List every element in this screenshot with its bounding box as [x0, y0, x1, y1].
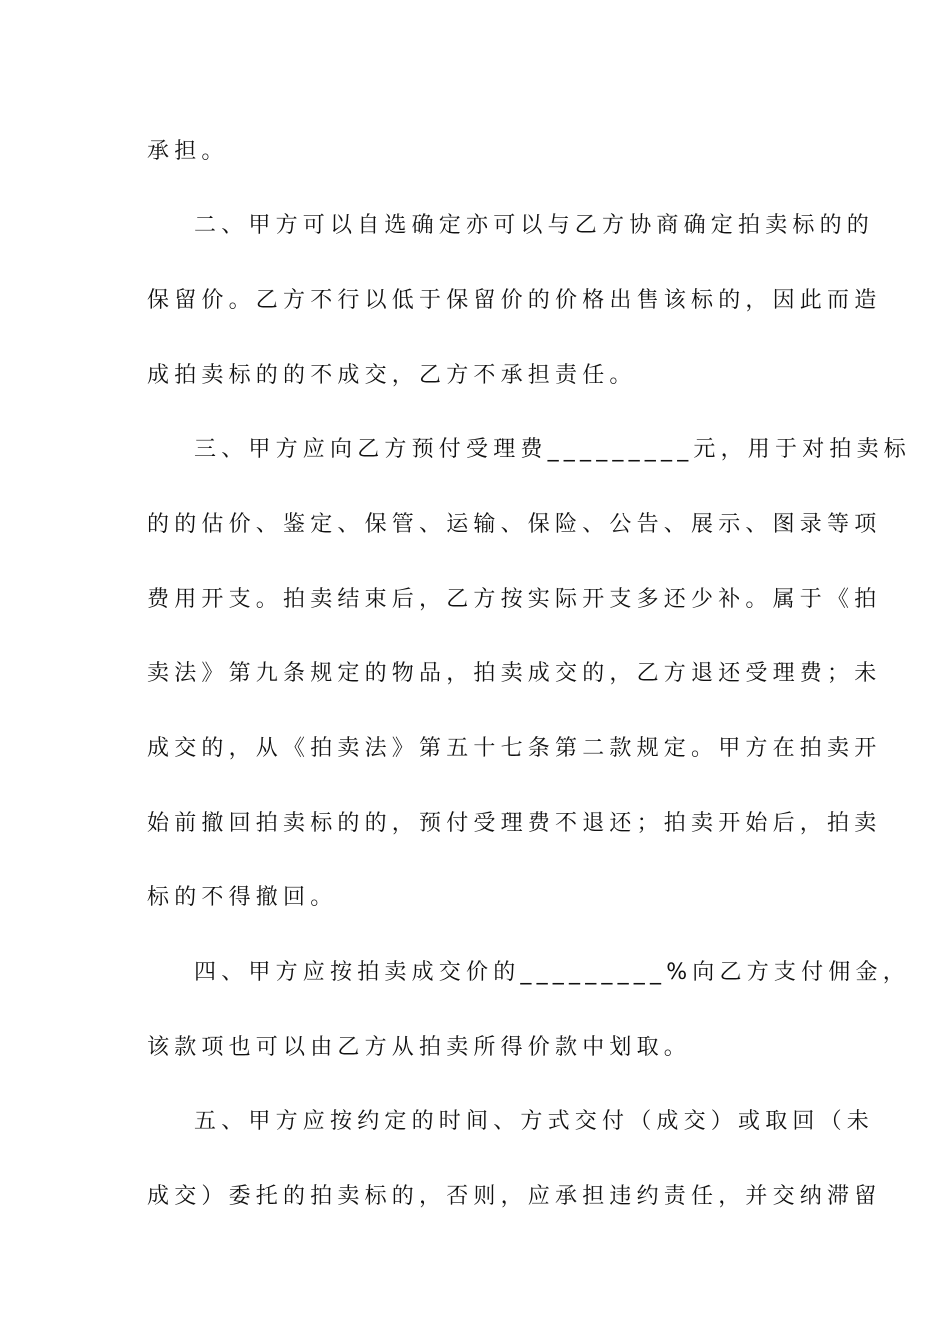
text-line-6: 的的估价、鉴定、保管、运输、保险、公告、展示、图录等项 — [147, 512, 882, 537]
text-line-7: 费用开支。拍卖结束后，乙方按实际开支多还少补。属于《拍 — [147, 587, 882, 612]
text-line-2: 二、甲方可以自选确定亦可以与乙方协商确定拍卖标的的 — [194, 213, 875, 238]
text-line-12: 四、甲方应按拍卖成交价的_________%向乙方支付佣金， — [194, 960, 910, 985]
text-line-3: 保留价。乙方不行以低于保留价的价格出售该标的，因此而造 — [147, 288, 882, 313]
text-line-13: 该款项也可以由乙方从拍卖所得价款中划取。 — [147, 1035, 692, 1060]
text-line-1: 承担。 — [147, 139, 229, 164]
text-line-14: 五、甲方应按约定的时间、方式交付（成交）或取回（未 — [194, 1109, 875, 1134]
text-line-10: 始前撤回拍卖标的的，预付受理费不退还；拍卖开始后，拍卖 — [147, 811, 882, 836]
text-line-8: 卖法》第九条规定的物品，拍卖成交的，乙方退还受理费；未 — [147, 661, 882, 686]
text-line-11: 标的不得撤回。 — [147, 885, 338, 910]
text-line-15: 成交）委托的拍卖标的，否则，应承担违约责任，并交纳滞留 — [147, 1184, 882, 1209]
text-line-5: 三、甲方应向乙方预付受理费_________元，用于对拍卖标 — [194, 437, 912, 462]
text-line-4: 成拍卖标的的不成交，乙方不承担责任。 — [147, 363, 637, 388]
text-line-9: 成交的，从《拍卖法》第五十七条第二款规定。甲方在拍卖开 — [147, 736, 882, 761]
